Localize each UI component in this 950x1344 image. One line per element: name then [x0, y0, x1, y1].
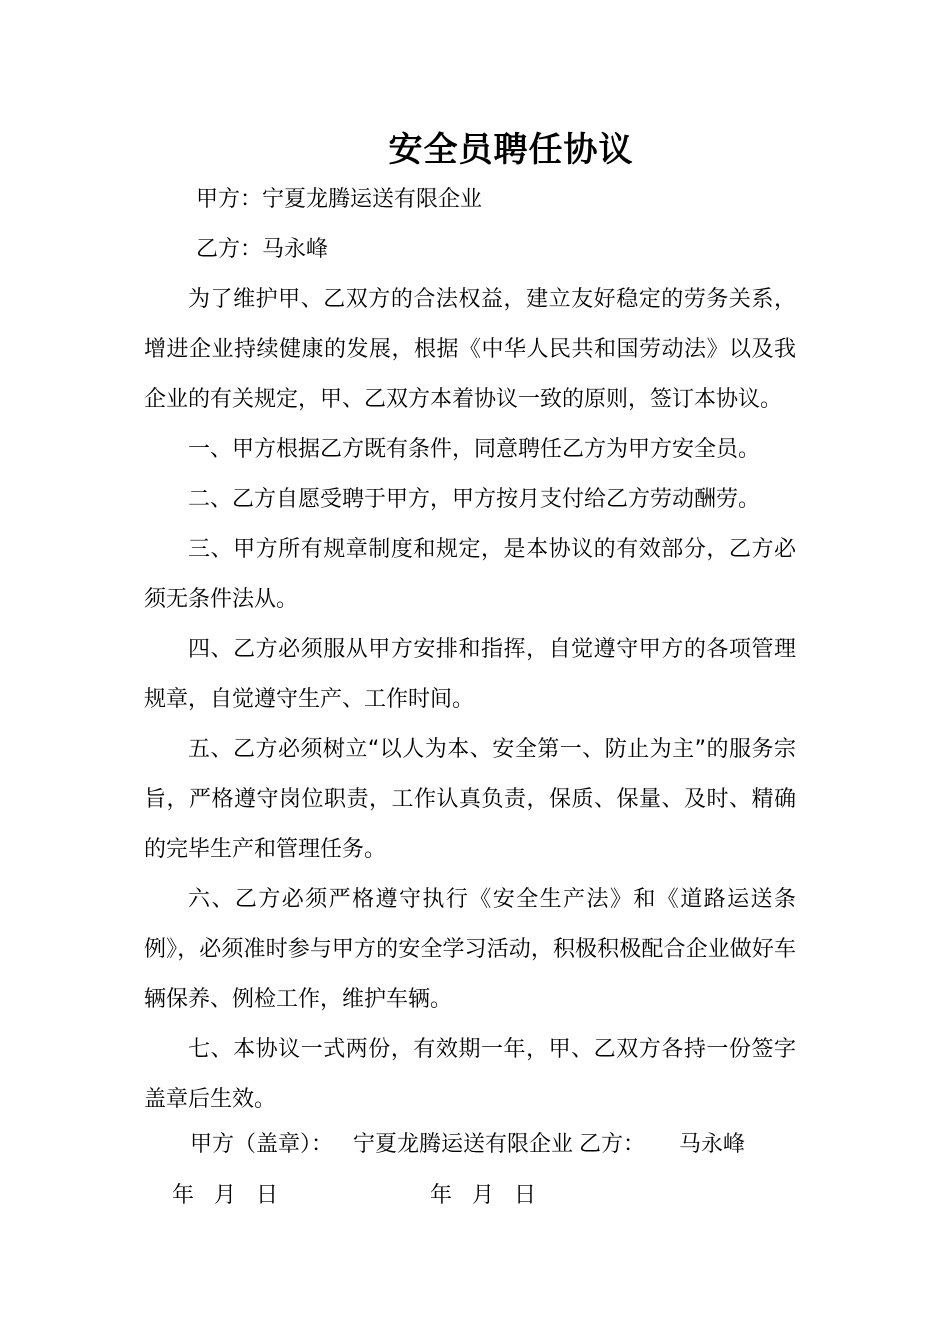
signature-line	[190, 1129, 745, 1161]
date-day: 日	[514, 1183, 537, 1208]
party-a-signature-name: 宁夏龙腾运送有限企业	[353, 1132, 574, 1157]
party-a-seal-label: 甲方（盖章）：	[190, 1132, 334, 1157]
date-year: 年	[430, 1183, 453, 1208]
party-b-signature-name: 马永峰	[679, 1132, 746, 1157]
party-b-signature-label: 乙方：	[579, 1132, 646, 1157]
party-a-line: 甲方：宁夏龙腾运送有限企业	[196, 187, 483, 212]
intro-paragraph: 为了维护甲、乙双方的合法权益，建立友好稳定的劳务关系，增进企业持续健康的发展，根据《中华人民共和国劳动法》以及我企业的有关规定，甲、乙双方本着协议一致的原则，签订本协议。	[144, 287, 796, 412]
date-day: 日	[256, 1183, 279, 1208]
party-b-line: 乙方：马永峰	[196, 237, 329, 262]
party-b-date	[430, 1180, 556, 1212]
clause-5: 五、乙方必须树立“以人为本、安全第一、防止为主”的服务宗旨，严格遵守岗位职责，工作认真负责，保质、保量、及时、精确的完毕生产和管理任务。	[144, 737, 797, 862]
clause-6: 六、乙方必须严格遵守执行《安全生产法》和《道路运送条例》，必须准时参与甲方的安全学习活动，积极积极配合企业做好车辆保养、例检工作，维护车辆。	[144, 887, 796, 1012]
date-year: 年	[172, 1183, 195, 1208]
clause-2: 二、乙方自愿受聘于甲方，甲方按月支付给乙方劳动酬劳。	[188, 487, 761, 512]
clause-3: 三、甲方所有规章制度和规定，是本协议的有效部分，乙方必须无条件法从。	[144, 537, 796, 612]
date-month: 月	[472, 1183, 495, 1208]
clause-7: 七、本协议一式两份，有效期一年，甲、乙双方各持一份签字盖章后生效。	[144, 1037, 796, 1112]
date-month: 月	[214, 1183, 237, 1208]
party-a-date	[172, 1180, 298, 1212]
clause-1: 一、甲方根据乙方既有条件，同意聘任乙方为甲方安全员。	[188, 437, 761, 462]
clause-4: 四、乙方必须服从甲方安排和指挥，自觉遵守甲方的各项管理规章，自觉遵守生产、工作时间。	[144, 637, 796, 712]
document-title: 安全员聘任协议	[388, 130, 634, 170]
